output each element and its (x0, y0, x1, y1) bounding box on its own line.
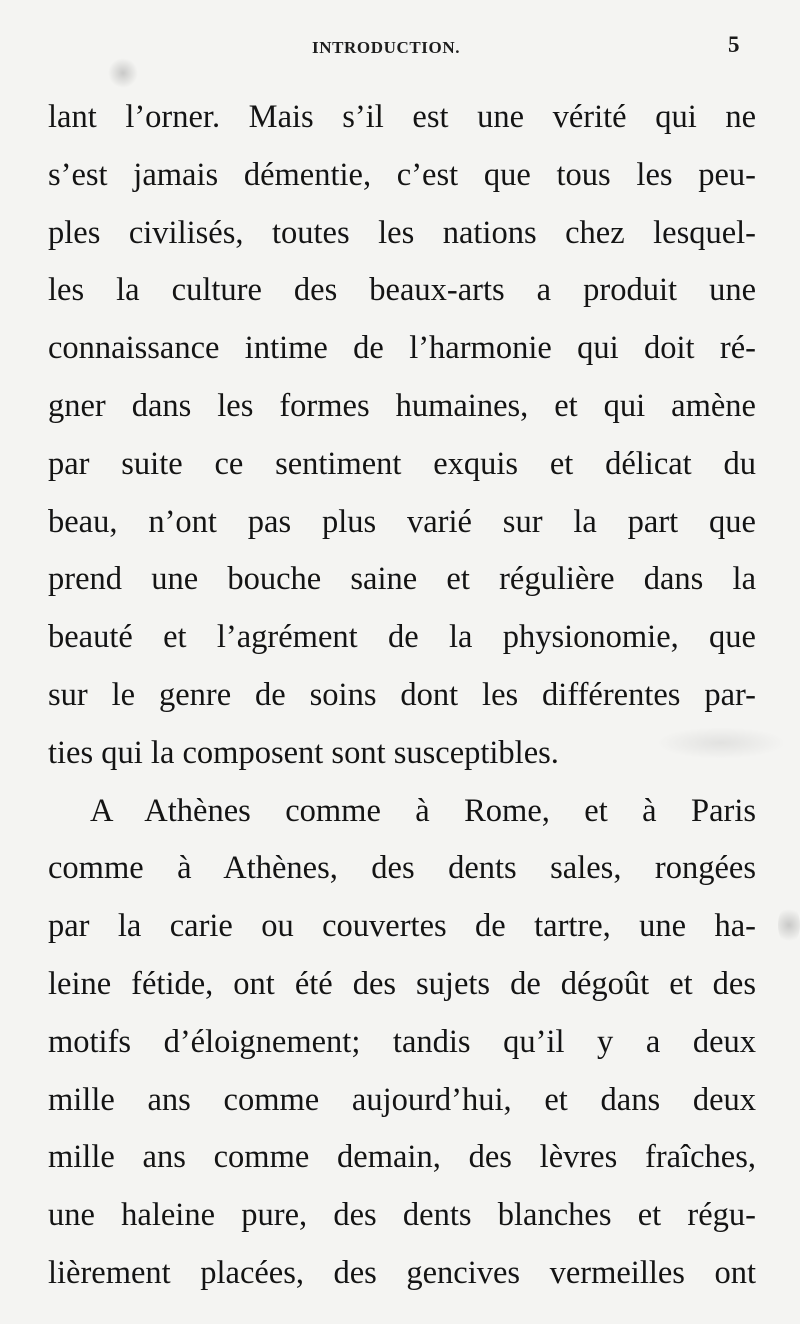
paragraph-end-line: ties qui la composent sont susceptibles. (48, 734, 559, 771)
header-title: INTRODUCTION. (312, 38, 461, 57)
text-line: les la culture des beaux-arts a produit une (48, 272, 756, 309)
text-line: comme à Athènes, des dents sales, rongées (48, 850, 756, 887)
body-text (48, 89, 756, 1303)
text-line: mille ans comme aujourd’hui, et dans deux (48, 1081, 756, 1118)
text-line: s’est jamais démentie, c’est que tous les peu- (48, 156, 756, 193)
text-line: ples civilisés, toutes les nations chez lesquel- (48, 214, 756, 251)
text-line: sur le genre de soins dont les différentes par- (48, 676, 756, 713)
text-line: une haleine pure, des dents blanches et régu- (48, 1197, 756, 1234)
text-line: par suite ce sentiment exquis et délicat du (48, 445, 756, 482)
page-number: 5 (728, 32, 740, 57)
text-line: gner dans les formes humaines, et qui amène (48, 387, 756, 424)
paper-speck (778, 905, 800, 945)
text-line: connaissance intime de l’harmonie qui doit ré- (48, 330, 756, 367)
paragraph-first-line: A Athènes comme à Rome, et à Paris (90, 792, 756, 829)
running-head (0, 32, 800, 66)
text-line: mille ans comme demain, des lèvres fraîches, (48, 1139, 756, 1176)
text-line: lièrement placées, des gencives vermeilles ont (48, 1254, 756, 1291)
text-line: leine fétide, ont été des sujets de dégoût et des (48, 965, 756, 1002)
text-line: beauté et l’agrément de la physionomie, que (48, 619, 756, 656)
text-line: motifs d’éloignement; tandis qu’il y a deux (48, 1023, 756, 1060)
text-line: beau, n’ont pas plus varié sur la part que (48, 503, 756, 540)
text-line: par la carie ou couvertes de tartre, une ha- (48, 908, 756, 945)
text-line: lant l’orner. Mais s’il est une vérité qui ne (48, 99, 756, 135)
text-line: prend une bouche saine et régulière dans la (48, 561, 756, 598)
